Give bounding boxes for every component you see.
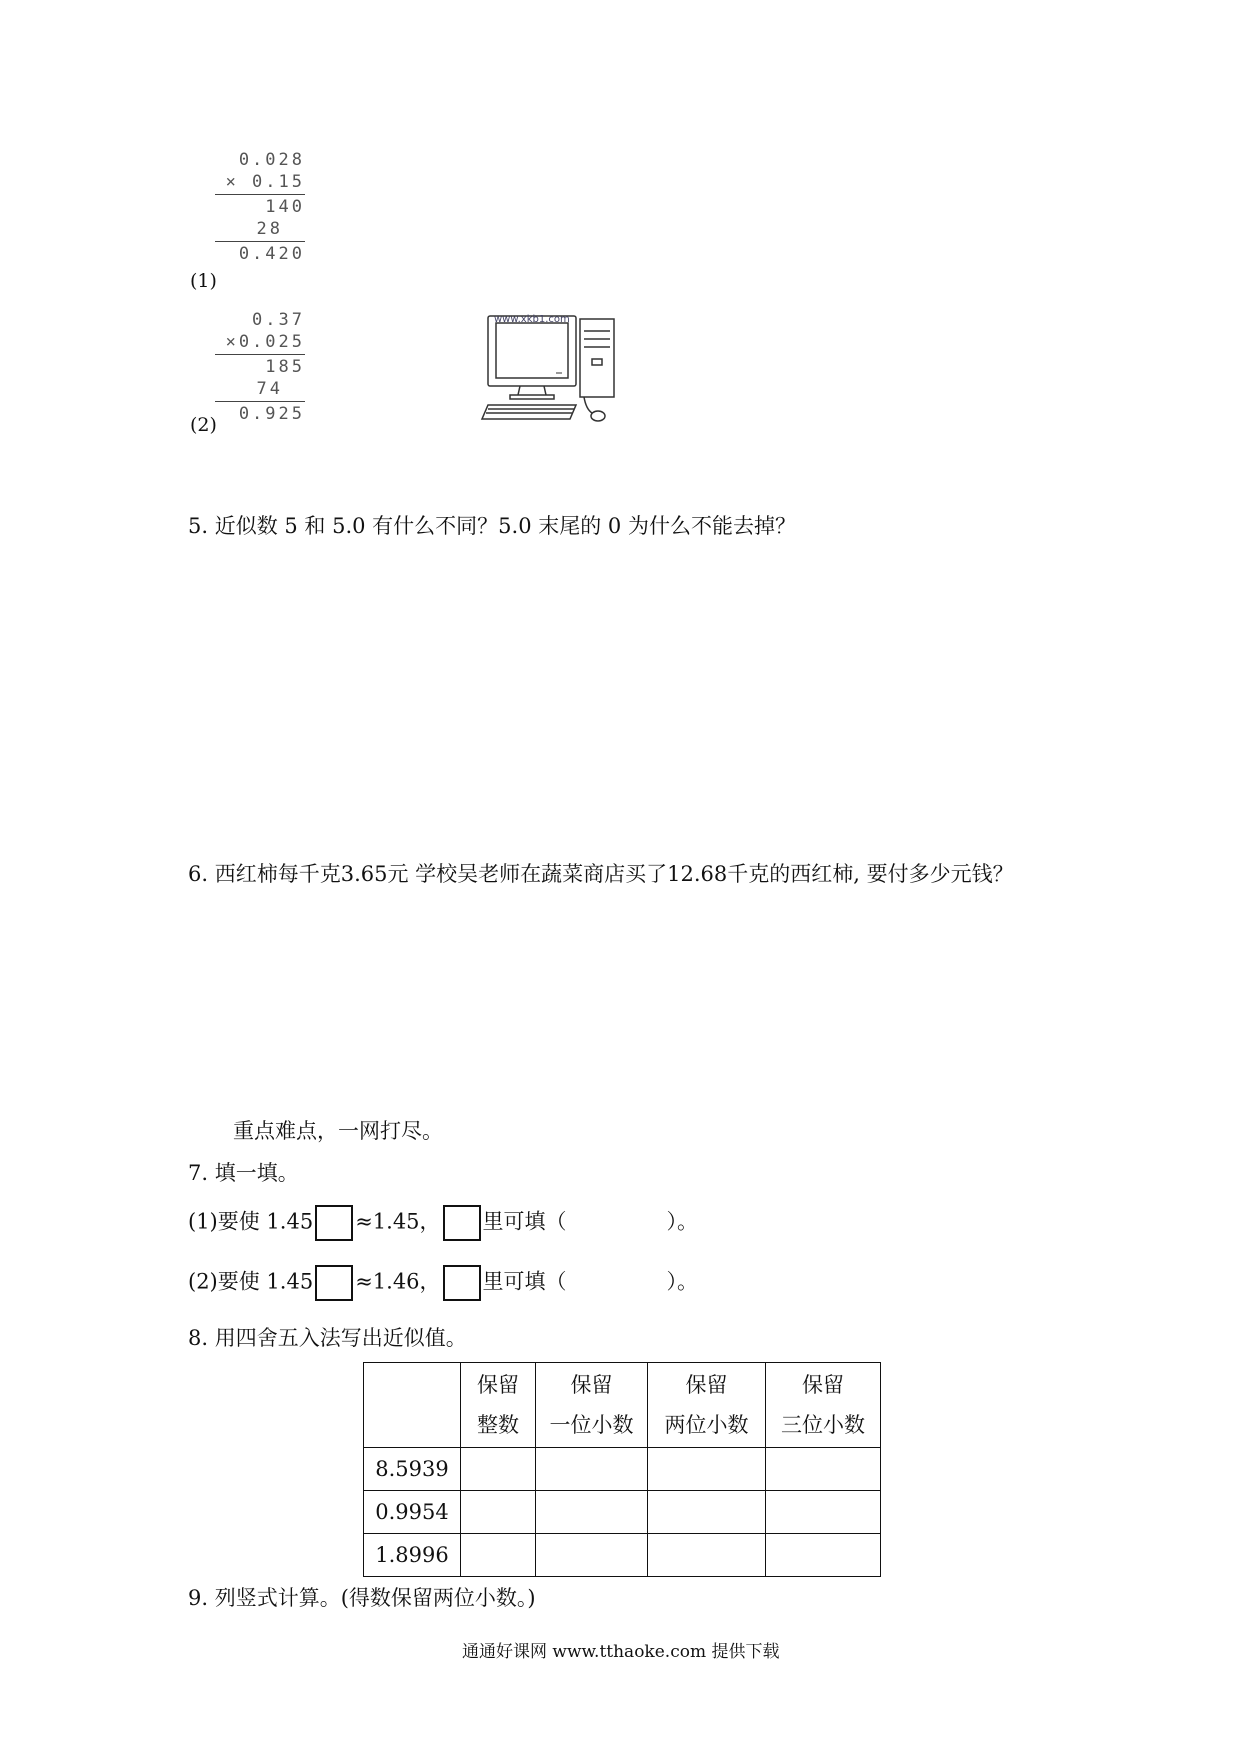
- question-7-item-1-end: ）。: [666, 1209, 699, 1234]
- calc-1: [180, 150, 330, 292]
- calc-1-result: 0.420: [238, 244, 305, 264]
- calc-1-rule-2: [215, 241, 305, 242]
- computer-icon: [480, 313, 620, 425]
- approximation-table: [363, 1362, 881, 1577]
- table-header: 保留 整数: [461, 1363, 536, 1448]
- calc-2-partial-1: 185: [265, 357, 305, 377]
- question-5: 5. 近似数 5 和 5.0 有什么不同？5.0 末尾的 0 为什么不能去掉？: [188, 514, 796, 538]
- footer: 通通好课网 www.tthaoke.com 提供下载: [462, 1642, 780, 1662]
- table-row-value: 1.8996: [364, 1534, 461, 1577]
- question-7-title: 7. 填一填。: [188, 1161, 299, 1185]
- table-header: 保留 三位小数: [766, 1363, 881, 1448]
- computer-watermark: www.xkb1.com: [494, 314, 570, 325]
- calc-1-multiplier: × 0.15: [225, 172, 305, 192]
- question-8-title: 8. 用四舍五入法写出近似值。: [188, 1326, 467, 1350]
- question-7-item-1: [188, 1205, 698, 1241]
- calc-2-partial-2: 74: [256, 379, 283, 399]
- table-cell[interactable]: [536, 1491, 648, 1534]
- answer-box[interactable]: [443, 1265, 481, 1301]
- calc-1-partial-2: 28: [256, 219, 283, 239]
- table-cell[interactable]: [461, 1448, 536, 1491]
- question-7-item-2-suffix: 里可填（: [482, 1269, 567, 1294]
- table-row: [364, 1491, 881, 1534]
- table-cell[interactable]: [461, 1491, 536, 1534]
- calc-2: [180, 310, 330, 440]
- question-7-item-2-mid: ≈1.46，: [355, 1269, 441, 1294]
- question-7-item-2-prefix: (2)要使 1.45: [188, 1269, 314, 1294]
- table-cell[interactable]: [648, 1448, 766, 1491]
- table-row: [364, 1534, 881, 1577]
- table-header: 保留 一位小数: [536, 1363, 648, 1448]
- question-7-item-2-end: ）。: [666, 1269, 699, 1294]
- answer-box[interactable]: [315, 1205, 353, 1241]
- question-6: 6. 西红柿每千克3.65元 学校吴老师在蔬菜商店买了12.68千克的西红柿, 要付多少元钱？: [188, 862, 1014, 886]
- answer-box[interactable]: [443, 1205, 481, 1241]
- table-cell[interactable]: [461, 1534, 536, 1577]
- calc-2-result: 0.925: [238, 404, 305, 424]
- calc-1-multiplicand: 0.028: [238, 150, 305, 170]
- calc-2-vertical: [205, 310, 305, 430]
- table-cell[interactable]: [536, 1534, 648, 1577]
- calc-2-rule-2: [215, 401, 305, 402]
- table-row: [364, 1448, 881, 1491]
- question-7-item-1-prefix: (1)要使 1.45: [188, 1209, 314, 1234]
- table-corner: [364, 1363, 461, 1448]
- calc-1-label: (1): [190, 270, 217, 292]
- calc-1-rule: [215, 194, 305, 195]
- answer-box[interactable]: [315, 1265, 353, 1301]
- calc-2-label: (2): [190, 414, 217, 436]
- table-row-value: 8.5939: [364, 1448, 461, 1491]
- question-7-item-1-mid: ≈1.45，: [355, 1209, 441, 1234]
- table-cell[interactable]: [648, 1534, 766, 1577]
- calc-2-multiplier: ×0.025: [225, 332, 305, 352]
- calc-2-multiplicand: 0.37: [252, 310, 305, 330]
- calc-2-rule: [215, 354, 305, 355]
- section-heading: 重点难点，一网打尽。: [233, 1119, 443, 1143]
- table-cell[interactable]: [766, 1534, 881, 1577]
- calc-1-partial-1: 140: [265, 197, 305, 217]
- question-7-item-2: [188, 1265, 698, 1301]
- table-cell[interactable]: [536, 1448, 648, 1491]
- table-cell[interactable]: [648, 1491, 766, 1534]
- table-cell[interactable]: [766, 1491, 881, 1534]
- table-cell[interactable]: [766, 1448, 881, 1491]
- table-header: 保留 两位小数: [648, 1363, 766, 1448]
- question-7-item-1-suffix: 里可填（: [482, 1209, 567, 1234]
- table-row-value: 0.9954: [364, 1491, 461, 1534]
- question-9: 9. 列竖式计算。(得数保留两位小数。): [188, 1586, 536, 1610]
- calc-1-vertical: [205, 150, 305, 270]
